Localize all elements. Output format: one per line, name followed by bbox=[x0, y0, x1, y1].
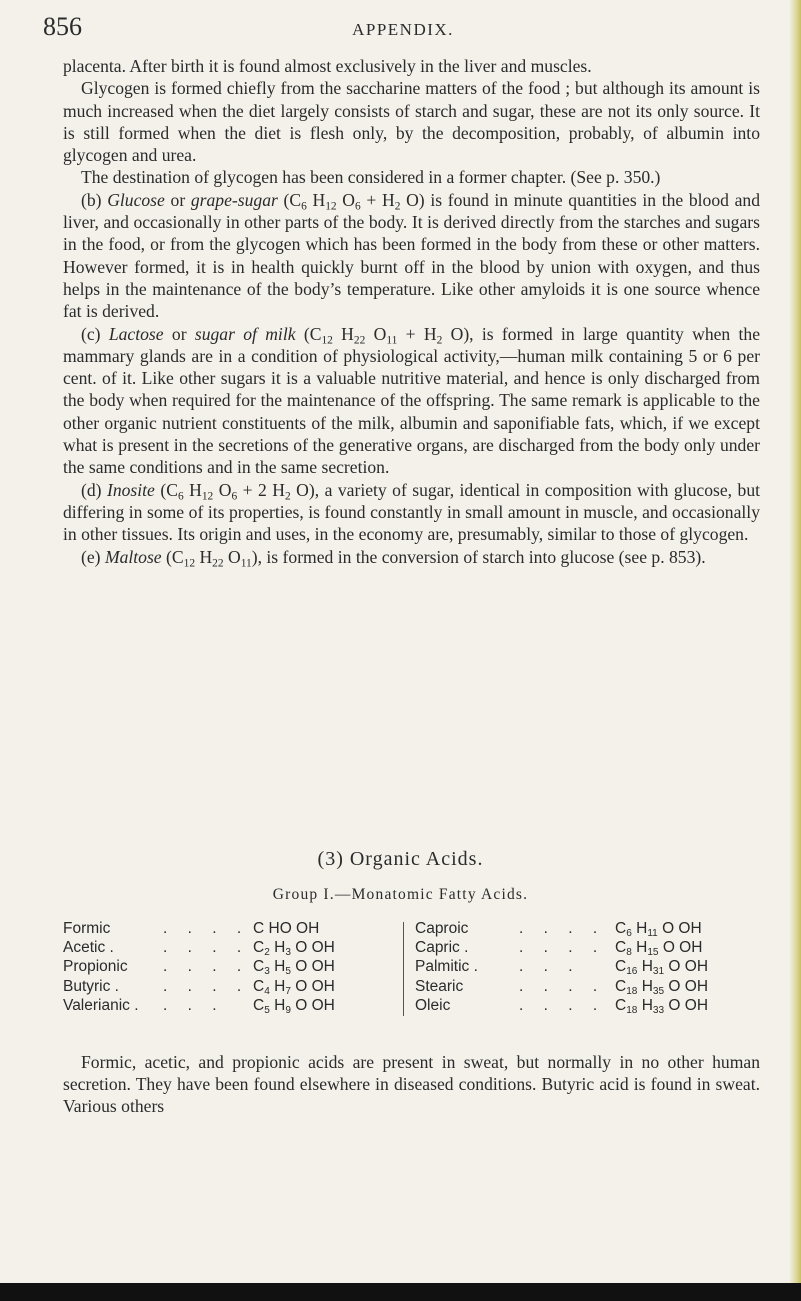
formula-glucose: ($C_6$ $H_{12}$ $O_6 + H_2$ O) bbox=[283, 189, 425, 213]
acid-row bbox=[63, 978, 398, 997]
fatty-acids-table bbox=[63, 920, 760, 1018]
paragraph-glucose bbox=[63, 189, 760, 323]
acid-name: Oleic bbox=[415, 996, 451, 1014]
body-text bbox=[63, 55, 760, 568]
acid-name: Butyric . bbox=[63, 977, 119, 995]
acid-formula: $C_{18}$ $H_{35}$ O OH bbox=[615, 977, 709, 997]
acid-row bbox=[63, 958, 398, 977]
acid-name: Capric . bbox=[415, 939, 469, 957]
leader-dots: . . . . bbox=[519, 939, 606, 957]
formula-maltose: ($C_{12}$ $H_{22}$ $O_{11}$), bbox=[166, 546, 262, 569]
paragraph-acids-in-sweat: Formic, acetic, and propionic acids are present in sweat, but normally in no other human secretion. They have been found elsewhere in diseased conditions. Butyric acid is found in sweat. Various others bbox=[63, 1051, 760, 1117]
term-lactose: Lactose bbox=[108, 323, 164, 344]
acid-formula: $C_{18}$ $H_{33}$ O OH bbox=[615, 996, 709, 1016]
leader-dots: . . . bbox=[163, 996, 225, 1014]
acid-row bbox=[415, 958, 760, 977]
term-glucose: Glucose bbox=[107, 189, 165, 210]
acid-name: Propionic bbox=[63, 958, 128, 976]
maltose-description: is formed in the conversion of starch into glucose (see p. 853). bbox=[266, 546, 706, 567]
acid-row bbox=[415, 939, 760, 958]
acid-formula: $C_{16}$ $H_{31}$ O OH bbox=[615, 958, 709, 978]
acid-row bbox=[415, 978, 760, 997]
acid-formula: C HO OH bbox=[253, 920, 320, 937]
acids-left-column bbox=[63, 920, 398, 1016]
term-maltose: Maltose bbox=[104, 546, 162, 567]
acid-row bbox=[63, 939, 398, 958]
acid-row bbox=[415, 920, 760, 939]
inosite-description: a variety of sugar, identical in composition with glucose, but differing in some of its properties, is found constantly in small amount in muscle, and occasionally in other tissues. Its origin and uses, in the economy are, presumably, similar to those of glycogen. bbox=[63, 479, 760, 545]
leader-dots: . . . . bbox=[163, 958, 250, 976]
leader-dots: . . . . bbox=[519, 977, 606, 995]
item-label-d: (d) bbox=[81, 479, 102, 500]
acid-name: Palmitic . bbox=[415, 958, 478, 976]
acid-name: Caproic bbox=[415, 920, 469, 937]
acid-formula: $C_2$ $H_3$ O OH bbox=[253, 939, 335, 959]
term-grape-sugar: grape-sugar bbox=[190, 189, 278, 210]
glucose-description: is found in minute quantities in the blood and liver, and occasionally in other parts of the body. It is derived directly from the starches and sugars in the food, or from the glycogen which has been formed in the body from these or other matters. However formed, it is in health quickly burnt off in the blood by union with oxygen, and thus helps in the maintenance of the body’s temperature. Like other amyloids it is one source whence fat is derived. bbox=[63, 189, 760, 322]
page-number: 856 bbox=[43, 12, 82, 41]
acid-name: Stearic bbox=[415, 977, 464, 995]
acid-formula: $C_3$ $H_5$ O OH bbox=[253, 958, 335, 978]
acid-row bbox=[63, 920, 398, 939]
lactose-description: is formed in large quantity when the mammary glands are in a condition of physiological activity,—human milk containing 5 or 6 per cent. of it. Like other sugars it is a valuable nutritive material, and hence is only discharged from the body when required for the maintenance of the offspring. The same remark is applicable to the other organic nutrient constituents of the milk, albumin and saponifiable fats, which, if we except what is present in the secretions of the generative organs, are discharged from the body only under the same conditions and in the same secretion. bbox=[63, 323, 761, 478]
paragraph-lactose bbox=[63, 323, 760, 479]
acid-name: Valerianic . bbox=[63, 996, 139, 1014]
acid-formula: $C_5$ $H_9$ O OH bbox=[253, 996, 335, 1016]
scan-bottom-edge bbox=[0, 1283, 801, 1301]
leader-dots: . . . . bbox=[519, 996, 606, 1014]
leader-dots: . . . . bbox=[163, 977, 250, 995]
paragraph-maltose bbox=[63, 546, 760, 568]
acid-name: Acetic . bbox=[63, 939, 114, 957]
acid-formula: $C_6$ $H_{11}$ O OH bbox=[615, 920, 702, 940]
acid-formula: $C_8$ $H_{15}$ O OH bbox=[615, 939, 703, 959]
paragraph-placenta: placenta. After birth it is found almost exclusively in the liver and muscles. bbox=[63, 56, 592, 76]
running-title: APPENDIX. bbox=[352, 20, 454, 39]
word-or-b: or bbox=[170, 189, 186, 210]
acid-name: Formic bbox=[63, 920, 111, 937]
leader-dots: . . . bbox=[519, 958, 581, 976]
item-label-c: (c) bbox=[81, 323, 101, 344]
acids-right-column bbox=[415, 920, 760, 1016]
formula-lactose: ($C_{12}$ $H_{22}$ $O_{11} + H_2$ O), bbox=[303, 323, 474, 346]
item-label-b: (b) bbox=[81, 189, 102, 210]
formula-inosite: ($C_6$ $H_{12}$ $O_6 + 2$ $H_2$ O), bbox=[160, 479, 320, 503]
leader-dots: . . . . bbox=[519, 920, 606, 937]
acid-formula: $C_4$ $H_7$ O OH bbox=[253, 977, 335, 997]
section-heading-organic-acids: (3) Organic Acids. bbox=[317, 848, 484, 870]
leader-dots: . . . . bbox=[163, 939, 250, 957]
term-sugar-of-milk: sugar of milk bbox=[194, 323, 296, 344]
column-divider bbox=[403, 922, 404, 1016]
paragraph-inosite bbox=[63, 479, 760, 546]
page-edge bbox=[789, 0, 801, 1301]
group-heading-monatomic-fatty-acids: Group I.—Monatomic Fatty Acids. bbox=[272, 886, 529, 903]
acid-row bbox=[63, 997, 398, 1016]
running-head bbox=[43, 12, 763, 52]
acid-row bbox=[415, 997, 760, 1016]
paragraph-glycogen-destination: The destination of glycogen has been considered in a former chapter. (See p. 350.) bbox=[81, 167, 661, 188]
word-or-c: or bbox=[171, 323, 187, 344]
paragraph-glycogen-formation: Glycogen is formed chiefly from the saccharine matters of the food ; but although its amount is much increased when the diet largely consists of starch and sugar, these are not its only source. It is still formed when the diet is flesh only, by the decomposition, probably, of albumin into glycogen and urea. bbox=[63, 78, 760, 166]
term-inosite: Inosite bbox=[106, 479, 155, 500]
item-label-e: (e) bbox=[81, 546, 101, 567]
leader-dots: . . . . bbox=[163, 920, 250, 937]
